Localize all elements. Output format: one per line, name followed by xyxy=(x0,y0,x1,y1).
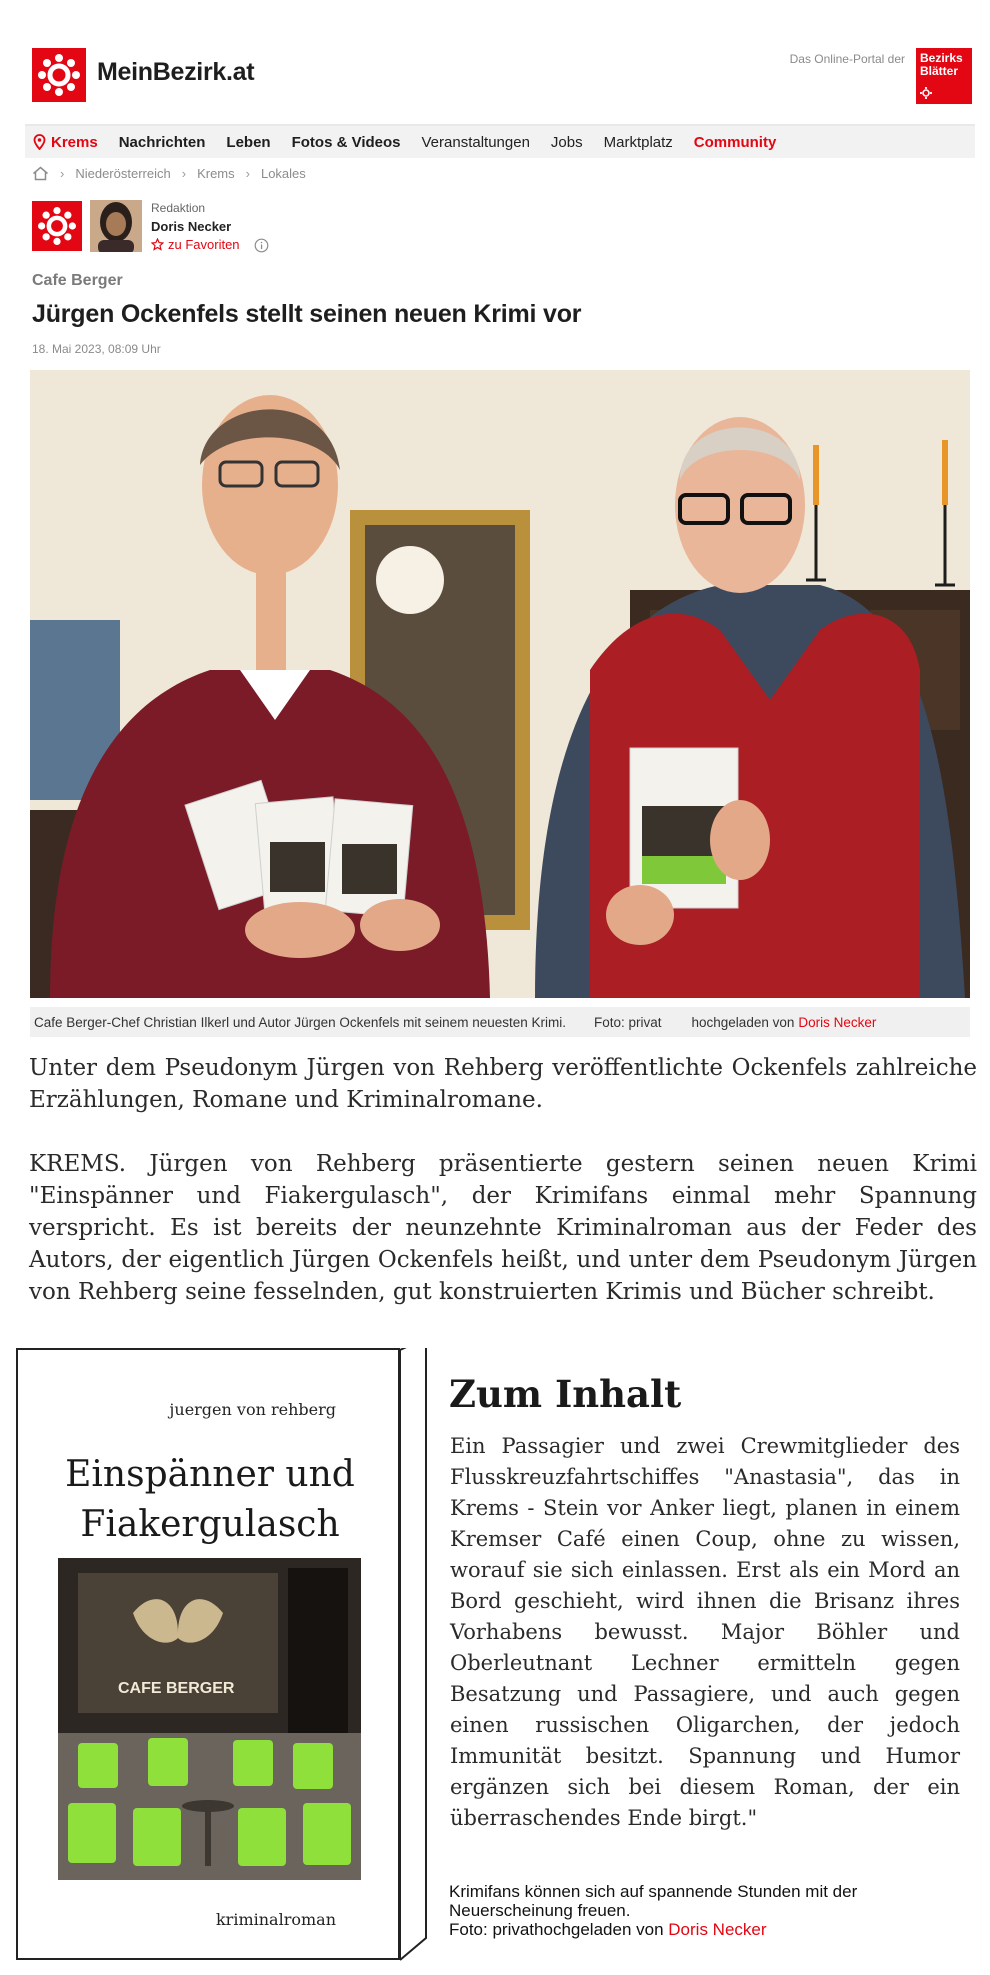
book-photo-credit: Foto: privathochgeladen von xyxy=(449,1920,664,1939)
author-avatar[interactable] xyxy=(90,200,142,252)
chevron-right-icon: › xyxy=(245,165,250,181)
portal-label: Das Online-Portal der xyxy=(789,52,905,66)
cafe-sign: CAFE BERGER xyxy=(118,1680,235,1697)
author-publisher-logo[interactable] xyxy=(32,201,82,251)
article-kicker: Cafe Berger xyxy=(32,272,123,289)
book-summary: Ein Passagier und zwei Crewmitglieder des Flusskreuzfahrtschiffes "Anastasia", das in Krems - Stein vor Anker liegt, planen in einem Kremser Café einen Coup, ohne zu wissen, worauf sie sich einlassen. Erst als ein Mord an Bord geschieht, wird ihnen die Brisanz ihres Vorhabens bewusst. Major Böhler und Oberleutnant Lechner ermitteln gegen Besatzung und Passagiere, und auch gegen einen russischen Oligarchen, der jedoch Immunität besitzt. Spannung und Humor ergänzen sich bei diesem Roman, der ein überraschendes Ende birgt." xyxy=(450,1434,960,1830)
nav-item-nachrichten[interactable]: Nachrichten xyxy=(118,133,206,151)
home-icon[interactable] xyxy=(32,166,49,181)
book-cover[interactable] xyxy=(16,1348,428,1965)
section-heading-zum-inhalt: Zum Inhalt xyxy=(449,1372,682,1416)
uploaded-by-label: hochgeladen von xyxy=(691,1014,795,1030)
nav-item-community[interactable]: Community xyxy=(693,133,777,151)
book-author: juergen von rehberg xyxy=(169,1400,336,1419)
book-caption-text: Krimifans können sich auf spannende Stunden mit der Neuerscheinung freuen. xyxy=(449,1882,858,1920)
breadcrumb-krems[interactable]: Krems xyxy=(197,165,235,181)
meinbezirk-logo[interactable] xyxy=(32,48,86,102)
nav-item-fotos-videos[interactable]: Fotos & Videos xyxy=(291,133,401,151)
nav-item-jobs[interactable]: Jobs xyxy=(550,133,583,151)
location-pin-icon xyxy=(33,134,46,150)
sun-logo-icon xyxy=(38,54,80,96)
avatar-image xyxy=(90,200,142,252)
book-caption xyxy=(449,1882,939,1939)
favorite-label: zu Favoriten xyxy=(168,237,240,252)
nav-item-krems[interactable] xyxy=(33,134,98,151)
book-front xyxy=(16,1348,400,1960)
site-header xyxy=(25,40,975,118)
gear-icon xyxy=(920,87,932,99)
author-name[interactable]: Doris Necker xyxy=(151,219,232,234)
add-favorite-button[interactable] xyxy=(151,237,240,252)
book-uploader-link[interactable]: Doris Necker xyxy=(668,1920,767,1939)
nav-item-marktplatz[interactable]: Marktplatz xyxy=(603,133,673,151)
site-brand[interactable]: MeinBezirk.at xyxy=(97,58,255,86)
main-nav xyxy=(25,124,975,158)
badge-line1: Bezirks xyxy=(920,51,963,65)
chevron-right-icon: › xyxy=(60,165,65,181)
bezirksblaetter-badge[interactable] xyxy=(916,48,972,104)
nav-item-leben[interactable]: Leben xyxy=(226,133,271,151)
caption-text: Cafe Berger-Chef Christian Ilkerl und Autor Jürgen Ockenfels mit seinem neuesten Krimi. xyxy=(34,1014,566,1030)
book-cover-image xyxy=(58,1558,361,1880)
info-icon[interactable] xyxy=(254,238,269,253)
breadcrumb-lokales[interactable]: Lokales xyxy=(260,165,306,181)
breadcrumb xyxy=(32,163,306,183)
chevron-right-icon: › xyxy=(181,165,187,181)
badge-line2: Blätter xyxy=(920,64,959,78)
article-headline: Jürgen Ockenfels stellt seinen neuen Krimi vor xyxy=(32,300,582,328)
star-icon xyxy=(151,238,164,251)
sun-logo-icon xyxy=(38,207,76,245)
author-role: Redaktion xyxy=(151,201,206,215)
article-paragraph: KREMS. Jürgen von Rehberg präsentierte gestern seinen neuen Krimi "Einspänner und Fiakergulasch", der Krimifans einmal mehr Spannung verspricht. Es ist bereits der neunzehnte Kriminalroman aus der Feder des Autors, der eigentlich Jürgen Ockenfels heißt, und unter dem Pseudonym Jürgen von Rehberg seine fesselnden, gut konstruierten Krimis und Bücher schreibt. xyxy=(29,1151,977,1305)
cafe-photo xyxy=(58,1558,361,1880)
breadcrumb-niederoesterreich[interactable]: Niederösterreich xyxy=(75,165,171,181)
photo-two-men-with-books xyxy=(30,370,970,998)
article-lead: Unter dem Pseudonym Jürgen von Rehberg veröffentlichte Ockenfels zahlreiche Erzählungen, Romane und Kriminalromane. xyxy=(29,1055,977,1113)
photo-caption xyxy=(30,1007,970,1037)
book-title-line1: Einspänner und xyxy=(65,1454,355,1495)
book-genre: kriminalroman xyxy=(215,1910,336,1929)
nav-item-veranstaltungen[interactable]: Veranstaltungen xyxy=(421,133,530,151)
book-title-line2: Fiakergulasch xyxy=(80,1504,340,1545)
uploader-link[interactable]: Doris Necker xyxy=(798,1014,877,1030)
book-title xyxy=(18,1450,402,1550)
article-date: 18. Mai 2023, 08:09 Uhr xyxy=(32,342,161,356)
photo-credit: Foto: privat xyxy=(593,1014,662,1030)
article-photo[interactable] xyxy=(30,370,970,998)
nav-label: Krems xyxy=(51,133,98,151)
